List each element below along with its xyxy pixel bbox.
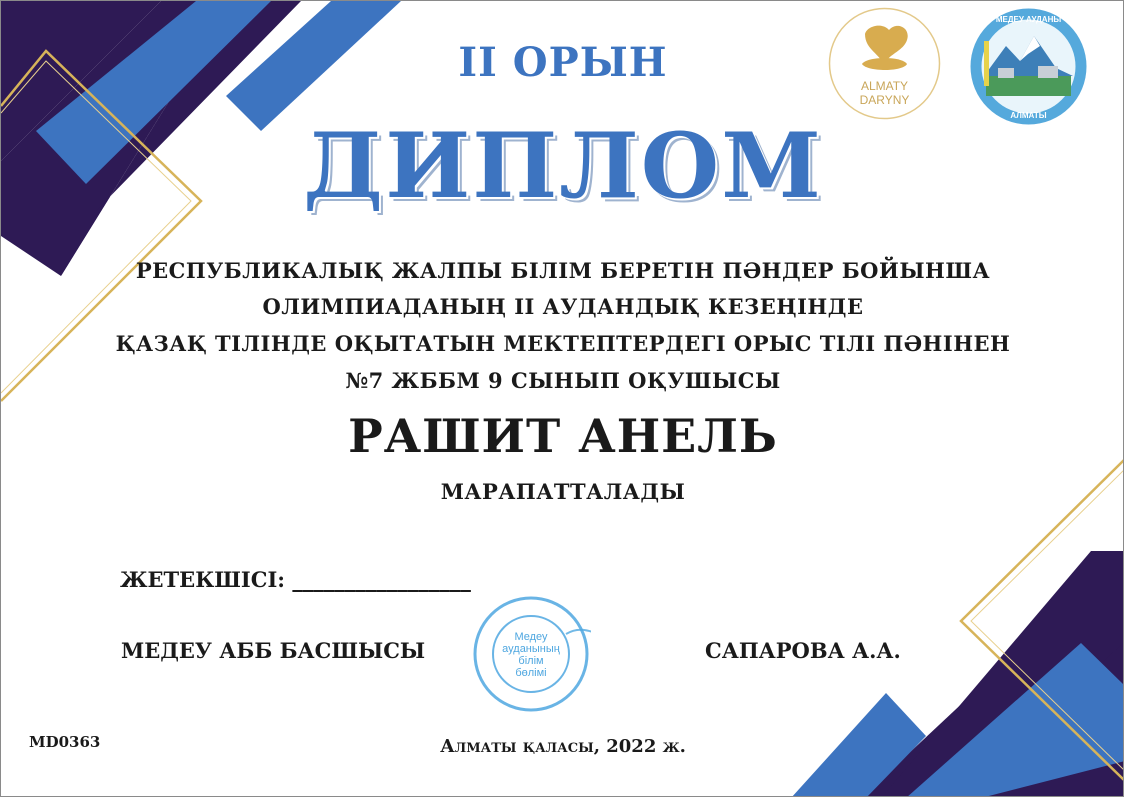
stamp-line-2: ауданының — [502, 643, 560, 655]
stamp-line-4: бөлімі — [515, 667, 547, 679]
medeu-emblem-ring-text: МЕДЕУ АУДАНЫ — [995, 15, 1062, 24]
city-year: Алматы қаласы, 2022 ж. — [440, 736, 686, 757]
description-line-2: ОЛИМПИАДАНЫҢ II АУДАНДЫҚ КЕЗЕҢІНДЕ — [262, 294, 864, 319]
description-line-4: №7 ЖББМ 9 СЫНЫП ОҚУШЫСЫ — [345, 368, 781, 393]
stamp-line-1: Медеу — [514, 631, 548, 643]
description-line-1: РЕСПУБЛИКАЛЫҚ ЖАЛПЫ БІЛІМ БЕРЕТІН ПӘНДЕР БОЙЫНША — [135, 258, 991, 283]
stamp-line-3: білім — [518, 655, 544, 667]
almaty-logo-line1: ALMATY — [860, 79, 909, 93]
medeu-emblem-city: АЛМАТЫ — [1010, 111, 1047, 120]
head-title: МЕДЕУ АББ БАСШЫСЫ — [121, 638, 426, 663]
description-line-3: ҚАЗАҚ ТІЛІНДЕ ОҚЫТАТЫН МЕКТЕПТЕРДЕГІ ОРЫС ТІЛІ ПӘНІНЕН — [115, 331, 1011, 356]
official-stamp-icon — [471, 594, 591, 714]
document-code: MD0363 — [29, 733, 101, 751]
diploma-title: ДИПЛОМ — [303, 113, 823, 219]
almaty-logo-line2: DARYNY — [859, 93, 910, 107]
head-name: САПАРОВА А.А. — [705, 638, 901, 663]
awarded-text: МАРАПАТТАЛАДЫ — [440, 479, 686, 504]
place-heading: II ОРЫН — [458, 39, 668, 86]
recipient-name: РАШИТ АНЕЛЬ — [348, 409, 778, 463]
leader-label: ЖЕТЕКШІСІ: _________________ — [120, 567, 471, 592]
